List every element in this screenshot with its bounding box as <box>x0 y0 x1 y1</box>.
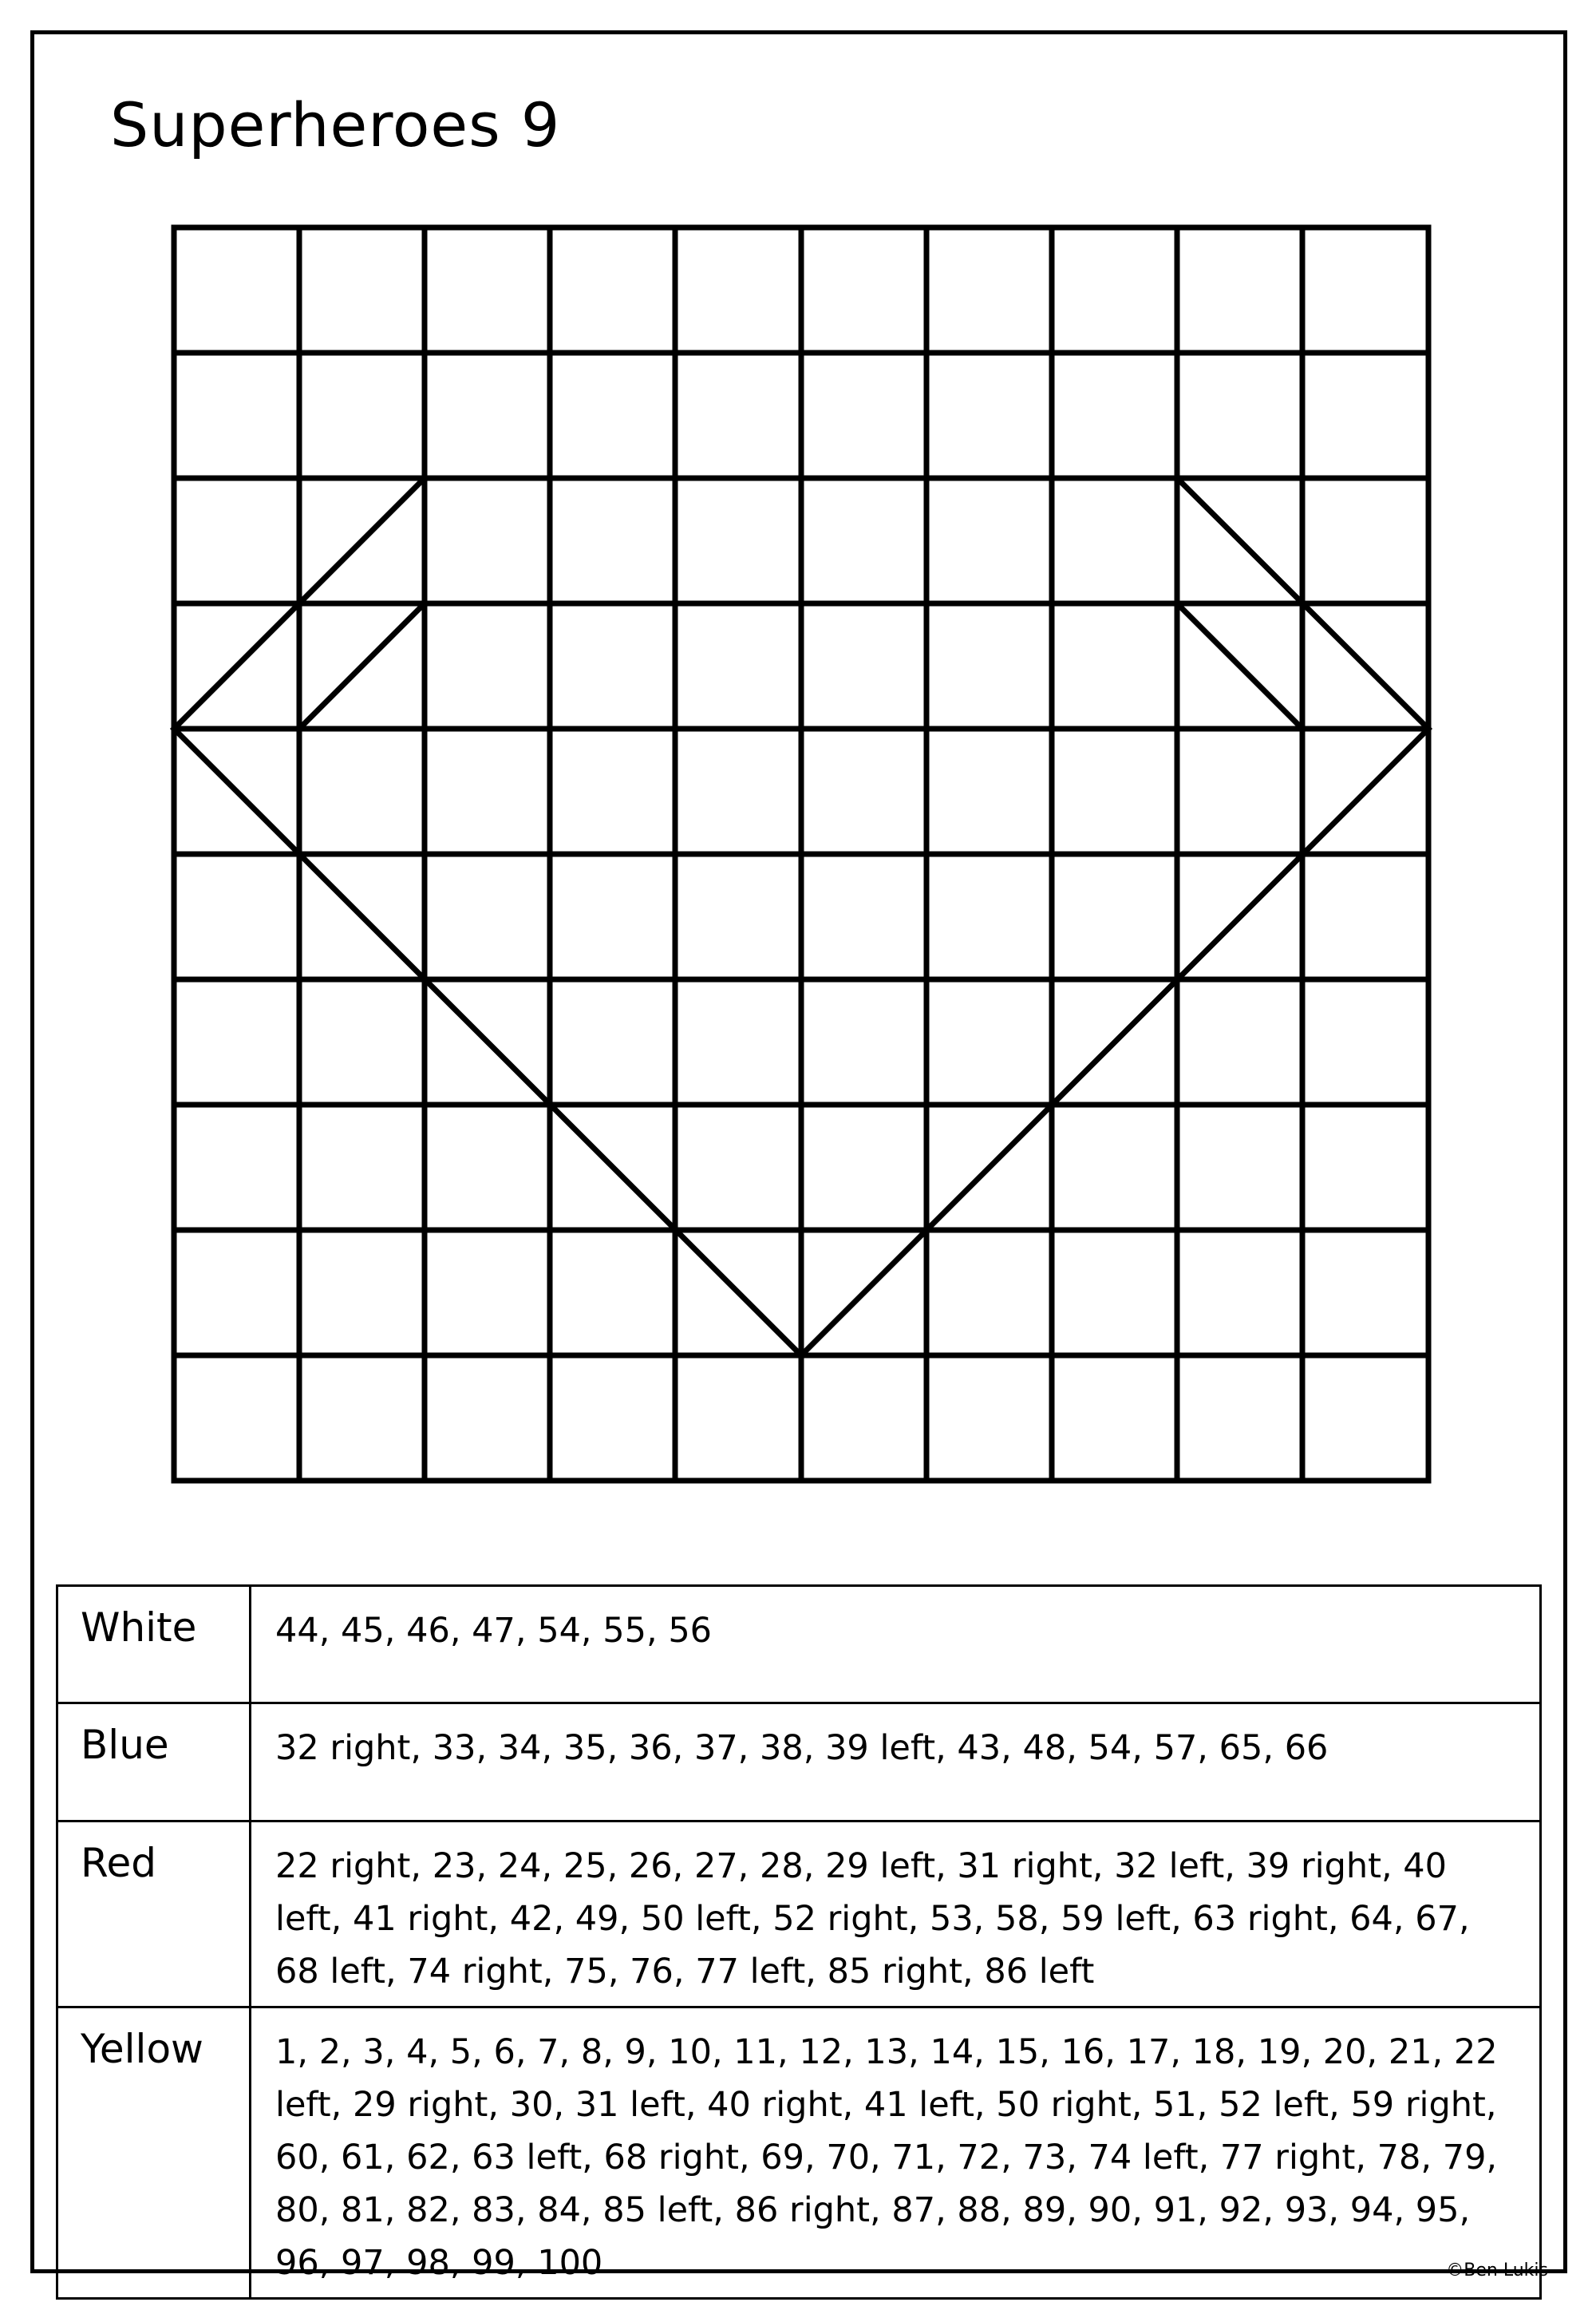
key-color-label: Red <box>57 1821 251 2007</box>
diagonal-upper-right-inner <box>1177 603 1302 729</box>
key-row-white <box>57 1586 1541 1703</box>
diagonal-upper-left-inner <box>299 603 425 729</box>
page-title: Superheroes 9 <box>110 89 561 160</box>
diagonal-lower-left <box>174 729 801 1355</box>
key-row-red <box>57 1821 1541 2007</box>
key-cell-list: 32 right, 33, 34, 35, 36, 37, 38, 39 left, 43, 48, 54, 57, 65, 66 <box>251 1703 1541 1821</box>
key-cell-list: 44, 45, 46, 47, 54, 55, 56 <box>251 1586 1541 1703</box>
color-key-table <box>56 1584 1542 2300</box>
key-color-label: Yellow <box>57 2007 251 2299</box>
copyright-notice: ©Ben Lukis <box>1446 2261 1548 2280</box>
key-row-blue <box>57 1703 1541 1821</box>
key-color-label: Blue <box>57 1703 251 1821</box>
key-cell-list: 1, 2, 3, 4, 5, 6, 7, 8, 9, 10, 11, 12, 13, 14, 15, 16, 17, 18, 19, 20, 21, 22 left, 29 right, 30, 31 left, 40 right, 41 left, 50 right, 51, 52 left, 59 right, 60, 61, 62, 63 left, 68 right, 69, 70, 71, 72, 73, 74 left, 77 right, 78, 79, 80, 81, 82, 83, 84, 85 left, 86 right, 87, 88, 89, 90, 91, 92, 93, 94, 95, 96, 97, 98, 99, 100 <box>251 2007 1541 2299</box>
key-cell-list: 22 right, 23, 24, 25, 26, 27, 28, 29 left, 31 right, 32 left, 39 right, 40 left, 41 right, 42, 49, 50 left, 52 right, 53, 58, 59 left, 63 right, 64, 67, 68 left, 74 right, 75, 76, 77 left, 85 right, 86 left <box>251 1821 1541 2007</box>
diagonal-lower-right <box>801 729 1428 1355</box>
key-color-label: White <box>57 1586 251 1703</box>
key-row-yellow <box>57 2007 1541 2299</box>
